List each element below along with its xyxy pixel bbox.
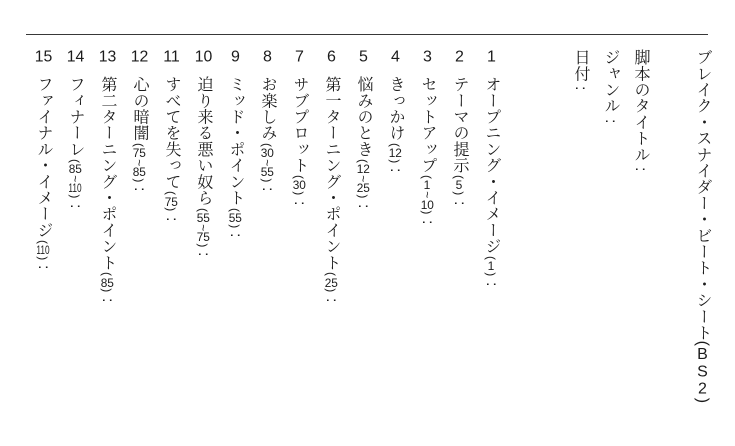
beat-name: お楽しみ <box>259 76 276 141</box>
beat-name: サブプロット <box>291 76 308 174</box>
page-start: 55 <box>196 211 210 224</box>
page-start: 75 <box>164 195 178 208</box>
pages-paren-open: ( <box>292 175 306 180</box>
beat-pages <box>388 143 402 163</box>
field-date <box>572 49 588 446</box>
top-rule <box>26 34 708 35</box>
pages-paren-close: ) <box>196 243 210 248</box>
pages-paren-close: ) <box>68 194 82 199</box>
page-end: 110 <box>68 182 82 195</box>
field-script-title-label: 脚本のタイトル <box>632 49 649 163</box>
beat-item <box>387 49 403 446</box>
beat-colon: : <box>259 187 276 192</box>
sheet-title-text: ブレイク・スナイダー・ビート・シート <box>694 49 711 341</box>
page-range-tilde: ~ <box>260 159 274 167</box>
beat-item <box>323 49 339 446</box>
page-start: 1 <box>423 179 431 192</box>
page-range-tilde: ~ <box>356 175 370 183</box>
beat-item <box>355 49 371 446</box>
beat-pages <box>196 208 210 248</box>
beat-pages <box>100 272 114 292</box>
beat-item <box>291 49 307 446</box>
beat-number: 14 <box>66 49 85 65</box>
page-start: 85 <box>68 163 82 176</box>
beat-pages <box>324 272 338 292</box>
beat-pages <box>420 175 434 215</box>
beat-colon: : <box>419 219 436 225</box>
beat-number: 7 <box>295 49 304 65</box>
beat-colon: : <box>67 203 84 209</box>
page-range-tilde: ~ <box>68 175 82 183</box>
page-range-tilde: ~ <box>420 191 434 199</box>
field-genre <box>602 49 618 446</box>
pages-paren-open: ( <box>420 175 434 180</box>
page-start: 25 <box>324 276 338 289</box>
beat-number: 8 <box>263 49 272 65</box>
page-end: 85 <box>132 166 146 179</box>
page-start: 55 <box>228 211 242 224</box>
page-start: 12 <box>388 147 402 160</box>
pages-paren-open: ( <box>388 142 402 148</box>
page-range-tilde: ~ <box>196 223 210 232</box>
pages-paren-close: ) <box>484 272 498 277</box>
field-script-title <box>632 49 648 446</box>
beat-pages <box>228 208 242 228</box>
beat-number: 15 <box>34 49 53 65</box>
pages-paren-close: ) <box>324 288 338 293</box>
beat-item <box>99 49 115 446</box>
page-start: 30 <box>292 179 306 192</box>
pages-paren-close: ) <box>36 256 50 261</box>
pages-paren-open: ( <box>100 272 114 277</box>
page-start: 1 <box>487 260 495 273</box>
beat-item <box>419 49 435 446</box>
beat-colon: : <box>195 252 212 257</box>
beat-name: すべてを失って <box>163 76 180 190</box>
page-start: 5 <box>455 179 463 192</box>
beat-pages <box>484 256 498 276</box>
pages-paren-close: ) <box>356 194 370 199</box>
page-end: 75 <box>196 231 210 244</box>
pages-paren-close: ) <box>260 178 274 183</box>
pages-paren-open: ( <box>196 207 210 212</box>
pages-paren-close: ) <box>388 159 402 164</box>
pages-paren-open: ( <box>68 159 82 164</box>
beat-colon: : <box>355 203 372 209</box>
beat-pages <box>164 191 178 211</box>
beat-item <box>259 49 275 446</box>
pages-paren-close: ) <box>292 191 306 196</box>
pages-paren-close: ) <box>164 207 178 212</box>
beat-item <box>227 49 243 446</box>
beat-name: オープニング・イメージ <box>483 76 500 255</box>
pages-paren-open: ( <box>484 256 498 261</box>
pages-paren-open: ( <box>132 142 146 148</box>
beat-colon: : <box>291 200 308 206</box>
beat-number: 1 <box>487 49 496 65</box>
beat-colon: : <box>99 297 116 303</box>
beat-colon: : <box>483 281 500 287</box>
page-start: 85 <box>100 276 114 289</box>
title-paren-open: ( <box>694 340 711 347</box>
pages-paren-open: ( <box>164 191 178 196</box>
beat-name: きっかけ <box>387 76 404 141</box>
beat-number: 10 <box>194 49 213 65</box>
beat-pages <box>356 159 370 199</box>
page-range-tilde: ~ <box>132 159 146 167</box>
beat-name: 心の暗闇 <box>131 76 148 141</box>
beat-sheet <box>35 49 710 446</box>
title-code: BS2 <box>694 346 711 398</box>
beat-number: 3 <box>423 49 432 65</box>
beat-item <box>35 49 51 446</box>
pages-paren-open: ( <box>36 240 50 245</box>
beat-name: フィナーレ <box>67 76 84 157</box>
sheet-title <box>694 49 710 446</box>
field-colon: : <box>632 167 649 172</box>
field-genre-label: ジャンル <box>602 49 619 114</box>
page-start: 30 <box>260 147 274 160</box>
beat-item <box>131 49 147 446</box>
page-start: 110 <box>36 244 50 257</box>
pages-paren-close: ) <box>452 191 466 196</box>
beat-name: テーマの提示 <box>451 76 468 174</box>
beat-colon: : <box>163 216 180 222</box>
beat-colon: : <box>387 168 404 173</box>
pages-paren-open: ( <box>324 272 338 277</box>
beat-name: 迫り来る悪い奴ら <box>195 76 212 206</box>
pages-paren-close: ) <box>132 178 146 183</box>
beat-item <box>451 49 467 446</box>
page-end: 55 <box>260 166 274 179</box>
pages-paren-open: ( <box>452 175 466 180</box>
beat-name: ファイナル・イメージ <box>35 76 52 238</box>
beat-item <box>195 49 211 446</box>
page-start: 12 <box>356 163 370 176</box>
beat-number: 6 <box>327 49 336 65</box>
beat-number: 13 <box>98 49 117 65</box>
pages-paren-open: ( <box>356 159 370 164</box>
beat-pages <box>260 143 274 183</box>
beat-number: 2 <box>455 49 464 65</box>
pages-paren-open: ( <box>228 207 242 212</box>
beat-pages <box>68 159 82 199</box>
beat-pages <box>292 175 306 195</box>
page-end: 10 <box>420 198 434 211</box>
pages-paren-open: ( <box>260 142 274 148</box>
beat-item <box>67 49 83 446</box>
beat-number: 4 <box>391 49 400 65</box>
field-colon: : <box>602 118 619 124</box>
beat-number: 11 <box>163 49 180 65</box>
beat-pages <box>132 143 146 183</box>
beat-name: セットアップ <box>419 76 436 174</box>
pages-paren-close: ) <box>100 288 114 293</box>
pages-paren-close: ) <box>228 223 242 229</box>
pages-paren-close: ) <box>420 210 434 215</box>
beat-number: 5 <box>359 49 368 65</box>
beat-colon: : <box>227 233 244 238</box>
beat-pages <box>452 175 466 195</box>
beat-item <box>163 49 179 446</box>
beat-name: 第二ターニング・ポイント <box>99 76 116 271</box>
beat-pages <box>36 240 50 260</box>
field-colon: : <box>572 86 589 91</box>
page-start: 75 <box>132 147 146 160</box>
beat-name: 第一ターニング・ポイント <box>323 76 340 271</box>
beat-colon: : <box>131 187 148 192</box>
field-date-label: 日付 <box>572 49 589 82</box>
beat-colon: : <box>323 297 340 303</box>
beat-number: 12 <box>130 49 149 65</box>
beat-name: 悩みのとき <box>355 76 372 157</box>
beat-name: ミッド・ポイント <box>227 76 244 206</box>
page-end: 25 <box>356 182 370 195</box>
title-paren-close: ) <box>694 397 711 404</box>
beat-colon: : <box>35 265 52 270</box>
beat-item <box>483 49 499 446</box>
beat-number: 9 <box>231 49 240 65</box>
beat-colon: : <box>451 200 468 206</box>
